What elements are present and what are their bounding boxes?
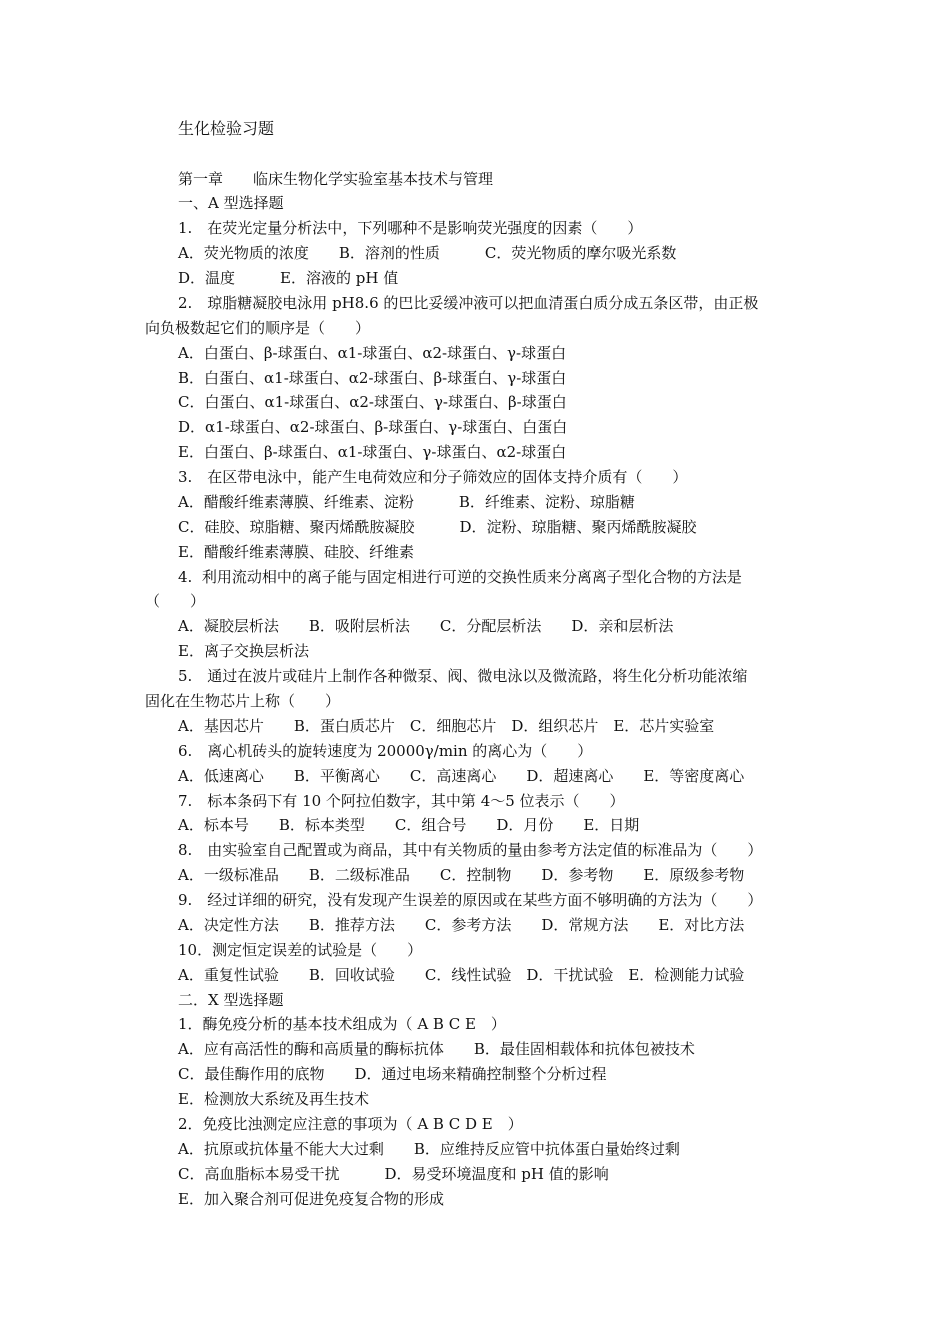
question-line: （ ） — [145, 592, 206, 610]
option-line: E．离子交换层析法 — [178, 642, 309, 660]
option-line: A．决定性方法 B．推荐方法 C．参考方法 D．常规方法 E．对比方法 — [178, 916, 745, 934]
option-line: C．硅胶、琼脂糖、聚丙烯酰胺凝胶 D．淀粉、琼脂糖、聚丙烯酰胺凝胶 — [178, 518, 697, 536]
option-line: A．应有高活性的酶和高质量的酶标抗体 B．最佳固相载体和抗体包被技术 — [178, 1040, 695, 1058]
option-line: B．白蛋白、α1-球蛋白、α2-球蛋白、β-球蛋白、γ-球蛋白 — [178, 369, 567, 387]
option-line: A．白蛋白、β-球蛋白、α1-球蛋白、α2-球蛋白、γ-球蛋白 — [178, 344, 567, 362]
option-line: A．抗原或抗体量不能大大过剩 B．应维持反应管中抗体蛋白量始终过剩 — [178, 1140, 680, 1158]
option-line: D．温度 E．溶液的 pH 值 — [178, 269, 399, 287]
section-heading: 一、A 型选择题 — [178, 194, 284, 212]
question-line: 3. 在区带电泳中，能产生电荷效应和分子筛效应的固体支持介质有（ ） — [178, 468, 688, 486]
document-title: 生化检验习题 — [178, 119, 275, 138]
question-line: 1．酶免疫分析的基本技术组成为（ A B C E ） — [178, 1015, 506, 1033]
option-line: A．醋酸纤维素薄膜、纤维素、淀粉 B．纤维素、淀粉、琼脂糖 — [178, 493, 635, 511]
chapter-heading: 第一章 临床生物化学实验室基本技术与管理 — [178, 170, 494, 188]
option-line: A．低速离心 B．平衡离心 C．高速离心 D．超速离心 E．等密度离心 — [178, 767, 745, 785]
option-line: A．基因芯片 B．蛋白质芯片 C．细胞芯片 D．组织芯片 E．芯片实验室 — [178, 717, 715, 735]
option-line: E．检测放大系统及再生技术 — [178, 1090, 369, 1108]
question-line: 向负极数起它们的顺序是（ ） — [145, 319, 371, 337]
option-line: C．最佳酶作用的底物 D．通过电场来精确控制整个分析过程 — [178, 1065, 607, 1083]
option-line: D．α1-球蛋白、α2-球蛋白、β-球蛋白、γ-球蛋白、白蛋白 — [178, 418, 568, 436]
question-line: 2．免疫比浊测定应注意的事项为（ A B C D E ） — [178, 1115, 523, 1133]
question-line: 8. 由实验室自己配置或为商品，其中有关物质的量由参考方法定值的标准品为（ ） — [178, 841, 763, 859]
option-line: A．重复性试验 B．回收试验 C．线性试验 D．干扰试验 E．检测能力试验 — [178, 966, 745, 984]
option-line: A．一级标准品 B．二级标准品 C．控制物 D．参考物 E．原级参考物 — [178, 866, 745, 884]
question-line: 4. 利用流动相中的离子能与固定相进行可逆的交换性质来分离离子型化合物的方法是 — [178, 568, 742, 586]
question-line: 10．测定恒定误差的试验是（ ） — [178, 941, 423, 959]
question-line: 5. 通过在波片或硅片上制作各种微泵、阀、微电泳以及微流路，将生化分析功能浓缩 — [178, 667, 748, 685]
question-line: 2. 琼脂糖凝胶电泳用 pH8.6 的巴比妥缓冲液可以把血清蛋白质分成五条区带，由正极 — [178, 294, 759, 312]
option-line: C．白蛋白、α1-球蛋白、α2-球蛋白、γ-球蛋白、β-球蛋白 — [178, 393, 567, 411]
question-line: 固化在生物芯片上称（ ） — [145, 692, 341, 710]
question-line: 7. 标本条码下有 10 个阿拉伯数字，其中第 4～5 位表示（ ） — [178, 792, 625, 810]
option-line: A．凝胶层析法 B．吸附层析法 C．分配层析法 D．亲和层析法 — [178, 617, 674, 635]
option-line: E．白蛋白、β-球蛋白、α1-球蛋白、γ-球蛋白、α2-球蛋白 — [178, 443, 567, 461]
option-line: E．醋酸纤维素薄膜、硅胶、纤维素 — [178, 543, 414, 561]
section-heading: 二．X 型选择题 — [178, 991, 284, 1009]
question-line: 6. 离心机砖头的旋转速度为 20000γ/min 的离心为（ ） — [178, 742, 593, 760]
option-line: E．加入聚合剂可促进免疫复合物的形成 — [178, 1190, 444, 1208]
option-line: A．标本号 B．标本类型 C．组合号 D．月份 E．日期 — [178, 816, 640, 834]
option-line: A．荧光物质的浓度 B．溶剂的性质 C．荧光物质的摩尔吸光系数 — [178, 244, 677, 262]
option-line: C．高血脂标本易受干扰 D．易受环境温度和 pH 值的影响 — [178, 1165, 609, 1183]
question-line: 1. 在荧光定量分析法中，下列哪种不是影响荧光强度的因素（ ） — [178, 219, 643, 237]
question-line: 9. 经过详细的研究，没有发现产生误差的原因或在某些方面不够明确的方法为（ ） — [178, 891, 763, 909]
